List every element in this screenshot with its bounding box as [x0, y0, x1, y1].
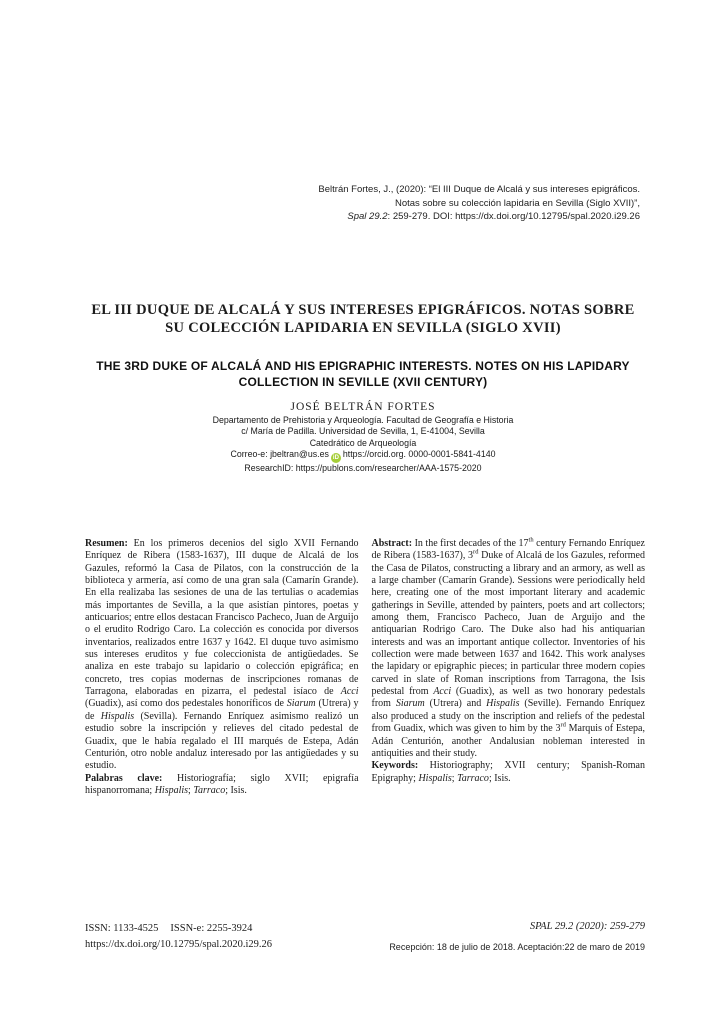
abstract-columns — [85, 538, 645, 797]
issn-line — [85, 921, 272, 937]
english-column — [372, 538, 646, 797]
author-name: JOSÉ BELTRÁN FORTES — [290, 401, 436, 413]
author-email-link[interactable]: Correo-e: jbeltran@us.es — [230, 449, 329, 460]
citation-line-2: Notas sobre su colección lapidaria en Sevilla (Siglo XVII)”, — [394, 197, 640, 209]
article-title-english: THE 3RD DUKE OF ALCALÁ AND HIS EPIGRAPHIC INTERESTS. NOTES ON HIS LAPIDARY COLLECTION IN SEVILLE (XVII CENTURY) — [96, 359, 630, 389]
orcid-icon[interactable]: iD — [332, 455, 339, 462]
article-title-spanish: EL III DUQUE DE ALCALÁ Y SUS INTERESES EPIGRÁFICOS. NOTAS SOBRE SU COLECCIÓN LAPIDARIA EN SEVILLA (SIGLO XVII) — [91, 302, 635, 336]
issn-print: ISSN: 1133-4525 — [85, 923, 159, 934]
citation-line-1: Beltrán Fortes, J., (2020): “El III Duque de Alcalá y sus intereses epigráficos. — [318, 184, 640, 195]
keywords-english: Keywords: Historiography; XVII century; Spanish-Roman Epigraphy; Hispalis; Tarraco; Isis. — [371, 760, 645, 784]
author-block — [85, 401, 641, 475]
author-orcid-link[interactable]: https://orcid.org. 0000-0001-5841-4140 — [342, 449, 496, 460]
author-affiliation-department: Departamento de Prehistoria y Arqueología. Facultad de Geografía e Historia — [212, 415, 514, 425]
journal-reference: SPAL 29.2 (2020): 259-279 — [529, 921, 645, 932]
footer-journal-block — [389, 921, 645, 952]
author-contact-line — [85, 449, 641, 463]
abstract-spanish: Resumen: En los primeros decenios del siglo XVII Fernando Enríquez de Ribera (1583-1637), III duque de Alcalá de los Gazules, reformó la Casa de Pilatos, con la construcción de la biblioteca y armería, así como de una gran sala (Camarín Grande). En ella realizaba las sesiones de una de las tertulias o academias más importantes de Sevilla, a la que asistían pintores, poetas y anticuarios; entre ellos destacan Francisco Pacheco, Juan de Arguijo o el erudito Rodrigo Caro. La colección es conocida por diversos inventarios, realizados entre 1637 y 1642. El duque tuvo asimismo sus intereses eruditos y fue coleccionista de antigüedades. Se analiza en este trabajo su lapidario o colección epigráfica; en concreto, tres copias modernas de inscripciones romanas de Tarragona, elaboradas en pizarra, el pedestal isíaco de Acci (Guadix), así como dos pedestales honoríficos de Siarum (Utrera) y de Hispalis (Sevilla). Fernando Enríquez asimismo realizó un estudio sobre la inscripción y relieves del citado pedestal de Guadix, que le había regalado el III marqués de Estepa, Adán Centurión, otro noble andaluz interesado por las antigüedades y su estudio. — [85, 538, 359, 772]
author-affiliation-position: Catedrático de Arqueología — [309, 437, 417, 448]
author-researchid-link[interactable]: ResearchID: https://publons.com/researcher/AAA-1575-2020 — [244, 463, 482, 474]
citation-journal-name: Spal 29.2 — [347, 211, 388, 222]
footer-doi-link[interactable]: https://dx.doi.org/10.12795/spal.2020.i29.26 — [85, 939, 273, 950]
abstract-english: Abstract: In the first decades of the 17th century Fernando Enríquez de Ribera (1583-1637), 3rd Duke of Alcalá de los Gazules, reformed the Casa de Pilatos, constructing a library and an armory, as well as a large chamber (Camarín Grande). Sessions were periodically held here, creating one of the most important literary and academic gatherings in Seville, attended by painters, poets and art collectors; among them, Francisco Pacheco, Juan de Arguijo and the antiquarian Rodrigo Caro. The Duke also had his antiquarian interests and was an important antique collector. Inventories of his collection were made between 1637 and 1642. This work analyses the lapidary or epigraphic pieces; in particular three modern copies carved in slate of Roman inscriptions from Tarragona, the Isis pedestal from Acci (Guadix), as well as two honorary pedestals from Siarum (Utrera) and Hispalis (Seville). Fernando Enríquez also produced a study on the inscription and reliefs of the pedestal from Guadix, which was given to him by the 3rd Marquis of Estepa, Adán Centurión, another Andalusian nobleman interested in antiquities and their study. — [371, 536, 646, 759]
issn-electronic: ISSN-e: 2255-3924 — [170, 923, 253, 934]
citation-line-3 — [85, 210, 640, 224]
author-affiliation-address: c/ María de Padilla. Universidad de Sevilla, 1, E-41004, Sevilla — [241, 426, 485, 437]
keywords-spanish: Palabras clave: Historiografía; siglo XVII; epigrafía hispanorromana; Hispalis; Tarraco; Isis. — [85, 772, 359, 796]
citation-header — [85, 183, 640, 224]
reception-dates: Recepción: 18 de julio de 2018. Aceptación:22 de maro de 2019 — [389, 942, 645, 952]
footer-issn-block — [85, 921, 272, 953]
spanish-column — [85, 538, 359, 797]
citation-doi-link[interactable]: : 259-279. DOI: https://dx.doi.org/10.12795/spal.2020.i29.26 — [387, 211, 640, 222]
